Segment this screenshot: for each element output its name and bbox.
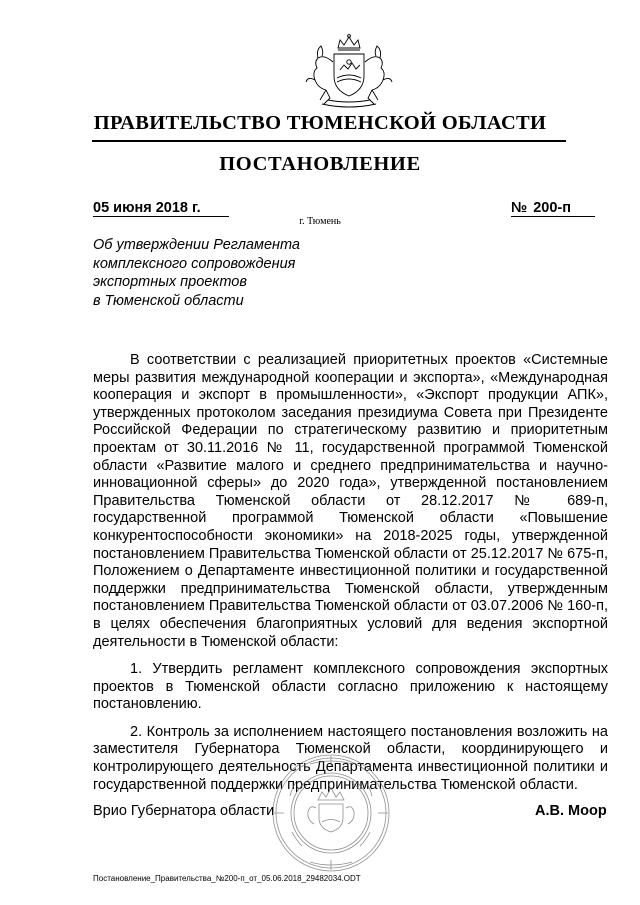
document-type-title: ПОСТАНОВЛЕНИЕ — [219, 153, 421, 175]
subject-line: экспортных проектов — [93, 274, 247, 290]
document-subject — [93, 236, 413, 310]
subject-line: Об утверждении Регламента — [93, 237, 300, 253]
document-date: 05 июня 2018 г. — [93, 200, 201, 216]
subject-line: в Тюменской области — [93, 292, 244, 309]
preamble-paragraph: В соответствии с реализацией приоритетных проектов «Системные меры развития международной кооперации и экспорта», «Международная кооперация и экспорт в промышленности», «Экспорт продукции АПК», утвержденных протоколом заседания президиума Совета при Президенте Российской Федерации по стратегическому развитию и приоритетным проектам от 30.11.2016 № 11, государственной программой Тюменской области «Развитие малого и среднего предпринимательства и научно-инновационной сферы» до 2020 года», утвержденной постановлением Правительства Тюменской области от 28.12.2017 № 689-п, государственной программой Тюменской области «Повышение конкурентоспособности экономики» на 2018-2025 годы, утвержденной постановлением Правительства Тюменской области от 25.12.2017 № 675-п, Положением о Департаменте инвестиционной политики и государственной поддержки предпринимательства Тюменской области, утвержденным постановлением Правительства Тюменской области от 03.07.2006 № 160-п, в целях обеспечения благоприятных условий для ведения экспортной деятельности в Тюменской области: — [93, 352, 608, 650]
signer-title: Врио Губернатора области — [93, 803, 275, 819]
document-number — [511, 200, 571, 216]
number-value: 200-п — [533, 200, 571, 216]
document-city: г. Тюмень — [299, 216, 341, 227]
tyumen-region-coat-of-arms-icon — [300, 32, 398, 110]
subject-line: комплексного сопровождения — [93, 255, 296, 272]
authority-title: ПРАВИТЕЛЬСТВО ТЮМЕНСКОЙ ОБЛАСТИ — [93, 112, 547, 134]
official-seal-stamp-icon — [270, 752, 392, 874]
file-footer: Постановление_Правительства_№200-п_от_05.06.2018_29482034.ODT — [93, 874, 361, 883]
clause-1-paragraph: 1. Утвердить регламент комплексного сопровождения экспортных проектов в Тюменской области согласно приложению к настоящему постановлению. — [93, 661, 608, 713]
document-body — [93, 352, 608, 794]
number-label: № — [511, 200, 528, 216]
clause-2-paragraph: 2. Контроль за исполнением настоящего постановления возложить на заместителя Губернатора Тюменской области, координирующего и контролирующего деятельность Департамента инвестиционной политики и государственной поддержки предпринимательства Тюменской области. — [93, 723, 608, 793]
signer-name: А.В. Моор — [535, 803, 607, 819]
header-divider — [92, 140, 566, 142]
